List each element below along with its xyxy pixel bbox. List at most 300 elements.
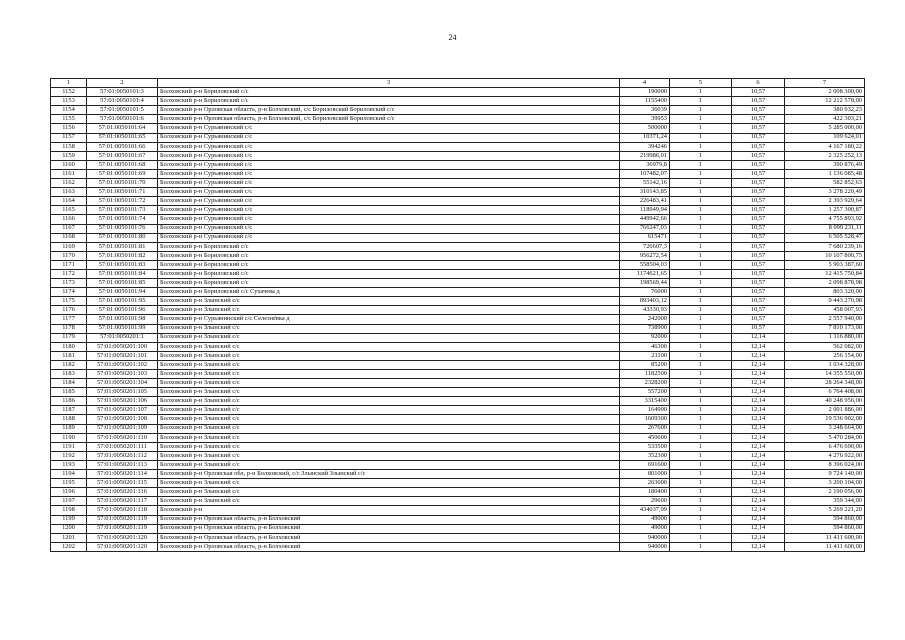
cadastral-number-cell: 57:01:0050101:69 xyxy=(87,169,158,178)
count-cell: 1 xyxy=(670,470,732,479)
table-row xyxy=(51,124,865,133)
count-cell: 1 xyxy=(670,160,732,169)
cadastral-value-cell: 12 212 578,00 xyxy=(785,97,865,106)
table-row xyxy=(51,470,865,479)
area-cell: 691600 xyxy=(620,460,670,469)
cadastral-number-cell: 57:01:0050201:1 xyxy=(87,333,158,342)
table-row xyxy=(51,260,865,269)
cadastral-value-cell: 9 724 140,00 xyxy=(785,470,865,479)
cadastral-number-cell: 57:01:0050101:82 xyxy=(87,251,158,260)
cadastral-value-cell: 5 470 284,00 xyxy=(785,433,865,442)
cadastral-number-cell: 57:01:0050101:80 xyxy=(87,233,158,242)
cadastral-number-cell: 57:01:0050201:101 xyxy=(87,351,158,360)
count-cell: 1 xyxy=(670,242,732,251)
count-cell: 1 xyxy=(670,179,732,188)
count-cell: 1 xyxy=(670,333,732,342)
location-cell: Болховский р-н Злынский с/с xyxy=(158,415,620,424)
cadastral-value-cell: 10 107 800,75 xyxy=(785,251,865,260)
cadastral-number-cell: 57:01:0050201:106 xyxy=(87,397,158,406)
table-row xyxy=(51,142,865,151)
cadastral-number-cell: 57:01:0050101:3 xyxy=(87,88,158,97)
table-row xyxy=(51,297,865,306)
area-cell: 85200 xyxy=(620,360,670,369)
location-cell: Болховский р-н Орловская обл, р-н Болховский, с/с Злынский Злынский с/с xyxy=(158,470,620,479)
table-row xyxy=(51,524,865,533)
table-row xyxy=(51,397,865,406)
area-cell: 49000 xyxy=(620,515,670,524)
cadastral-value-cell: 5 269 221,20 xyxy=(785,506,865,515)
cadastral-value-cell: 6 476 690,00 xyxy=(785,442,865,451)
location-cell: Болховский р-н Злынский с/с xyxy=(158,379,620,388)
cadastral-number-cell: 57:01:0050201:113 xyxy=(87,460,158,469)
count-cell: 1 xyxy=(670,97,732,106)
location-cell: Болховский р-н Злынский с/с xyxy=(158,442,620,451)
column-header: 7 xyxy=(785,79,865,88)
area-cell: 394246 xyxy=(620,142,670,151)
row-number-cell: 1187 xyxy=(51,406,87,415)
row-number-cell: 1180 xyxy=(51,342,87,351)
count-cell: 1 xyxy=(670,206,732,215)
area-cell: 10371,24 xyxy=(620,133,670,142)
count-cell: 1 xyxy=(670,360,732,369)
rate-cell: 10,57 xyxy=(732,179,785,188)
rate-cell: 12,14 xyxy=(732,351,785,360)
rate-cell: 12,14 xyxy=(732,488,785,497)
row-number-cell: 1158 xyxy=(51,142,87,151)
cadastral-value-cell: 3 248 664,00 xyxy=(785,424,865,433)
rate-cell: 10,57 xyxy=(732,97,785,106)
cadastral-number-cell: 57:01:0050201:111 xyxy=(87,442,158,451)
rate-cell: 10,57 xyxy=(732,88,785,97)
table-row xyxy=(51,233,865,242)
cadastral-number-cell: 57:01:0050201:112 xyxy=(87,451,158,460)
table-row xyxy=(51,379,865,388)
row-number-cell: 1174 xyxy=(51,288,87,297)
row-number-cell: 1188 xyxy=(51,415,87,424)
count-cell: 1 xyxy=(670,106,732,115)
area-cell: 766247,03 xyxy=(620,224,670,233)
rate-cell: 10,57 xyxy=(732,297,785,306)
table-row xyxy=(51,97,865,106)
table-row xyxy=(51,515,865,524)
cadastral-number-cell: 57:01:0050201:120 xyxy=(87,533,158,542)
cadastral-number-cell: 57:01:0050101:68 xyxy=(87,160,158,169)
cadastral-value-cell: 28 264 348,00 xyxy=(785,379,865,388)
rate-cell: 12,14 xyxy=(732,415,785,424)
cadastral-number-cell: 57:01:0050101:4 xyxy=(87,97,158,106)
table-row xyxy=(51,451,865,460)
row-number-cell: 1153 xyxy=(51,97,87,106)
cadastral-number-cell: 57:01:0050201:118 xyxy=(87,506,158,515)
row-number-cell: 1190 xyxy=(51,433,87,442)
count-cell: 1 xyxy=(670,515,732,524)
row-number-cell: 1184 xyxy=(51,379,87,388)
row-number-cell: 1159 xyxy=(51,151,87,160)
count-cell: 1 xyxy=(670,442,732,451)
area-cell: 450600 xyxy=(620,433,670,442)
count-cell: 1 xyxy=(670,415,732,424)
table-row xyxy=(51,342,865,351)
cadastral-value-cell: 359 344,00 xyxy=(785,497,865,506)
location-cell: Болховский р-н Орловская область, р-н Болховский, с/с Бориловский Бориловский с/с xyxy=(158,106,620,115)
area-cell: 36979,8 xyxy=(620,160,670,169)
cadastral-number-cell: 57:01:0050201:100 xyxy=(87,342,158,351)
area-cell: 3315400 xyxy=(620,397,670,406)
table-row xyxy=(51,360,865,369)
location-cell: Болховский р-н Орловская область, р-н Болховский, с/с Бориловский Бориловский с/с xyxy=(158,115,620,124)
count-cell: 1 xyxy=(670,251,732,260)
table-row xyxy=(51,197,865,206)
cadastral-number-cell: 57:01:0050101:83 xyxy=(87,260,158,269)
area-cell: 36039 xyxy=(620,106,670,115)
location-cell: Болховский р-н Орловская область, р-н Болховский xyxy=(158,533,620,542)
cadastral-value-cell: 11 411 600,00 xyxy=(785,533,865,542)
row-number-cell: 1160 xyxy=(51,160,87,169)
cadastral-value-cell: 1 034 328,00 xyxy=(785,360,865,369)
row-number-cell: 1191 xyxy=(51,442,87,451)
column-header: 3 xyxy=(158,79,620,88)
cadastral-number-cell: 57:01:0050101:99 xyxy=(87,324,158,333)
row-number-cell: 1197 xyxy=(51,497,87,506)
count-cell: 1 xyxy=(670,169,732,178)
area-cell: 29600 xyxy=(620,497,670,506)
cadastral-value-cell: 19 536 902,00 xyxy=(785,415,865,424)
table-row xyxy=(51,542,865,551)
row-number-cell: 1170 xyxy=(51,251,87,260)
rate-cell: 12,14 xyxy=(732,533,785,542)
row-number-cell: 1167 xyxy=(51,224,87,233)
area-cell: 1182500 xyxy=(620,370,670,379)
row-number-cell: 1192 xyxy=(51,451,87,460)
area-cell: 107482,07 xyxy=(620,169,670,178)
table-row xyxy=(51,206,865,215)
location-cell: Болховский р-н Бориловский с/с xyxy=(158,242,620,251)
cadastral-number-cell: 57:01:0050101:85 xyxy=(87,279,158,288)
cadastral-number-cell: 57:01:0050201:109 xyxy=(87,424,158,433)
count-cell: 1 xyxy=(670,397,732,406)
row-number-cell: 1171 xyxy=(51,260,87,269)
cadastral-number-cell: 57:01:0050101:71 xyxy=(87,188,158,197)
row-number-cell: 1162 xyxy=(51,179,87,188)
row-number-cell: 1193 xyxy=(51,460,87,469)
table-row xyxy=(51,370,865,379)
count-cell: 1 xyxy=(670,224,732,233)
row-number-cell: 1157 xyxy=(51,133,87,142)
location-cell: Болховский р-н Сурьянинский с/с xyxy=(158,188,620,197)
area-cell: 43330,93 xyxy=(620,306,670,315)
rate-cell: 12,14 xyxy=(732,406,785,415)
table-row xyxy=(51,169,865,178)
row-number-cell: 1201 xyxy=(51,533,87,542)
row-number-cell: 1155 xyxy=(51,115,87,124)
count-cell: 1 xyxy=(670,351,732,360)
location-cell: Болховский р-н Злынский с/с xyxy=(158,333,620,342)
table-row xyxy=(51,88,865,97)
cadastral-number-cell: 57:01:0050101:76 xyxy=(87,224,158,233)
column-header: 6 xyxy=(732,79,785,88)
cadastral-number-cell: 57:01:0050201:114 xyxy=(87,470,158,479)
count-cell: 1 xyxy=(670,115,732,124)
rate-cell: 12,14 xyxy=(732,442,785,451)
area-cell: 726607,3 xyxy=(620,242,670,251)
location-cell: Болховский р-н Сурьянинский с/с xyxy=(158,206,620,215)
location-cell: Болховский р-н Бориловский с/с xyxy=(158,251,620,260)
cadastral-number-cell: 57:01:0050201:108 xyxy=(87,415,158,424)
cadastral-number-cell: 57:01:0050101:64 xyxy=(87,124,158,133)
row-number-cell: 1165 xyxy=(51,206,87,215)
count-cell: 1 xyxy=(670,506,732,515)
rate-cell: 12,14 xyxy=(732,360,785,369)
rate-cell: 12,14 xyxy=(732,424,785,433)
column-header: 4 xyxy=(620,79,670,88)
rate-cell: 10,57 xyxy=(732,324,785,333)
column-header: 5 xyxy=(670,79,732,88)
location-cell: Болховский р-н Злынский с/с xyxy=(158,460,620,469)
row-number-cell: 1164 xyxy=(51,197,87,206)
table-row xyxy=(51,388,865,397)
rate-cell: 12,14 xyxy=(732,515,785,524)
row-number-cell: 1185 xyxy=(51,388,87,397)
cadastral-value-cell: 422 303,21 xyxy=(785,115,865,124)
rate-cell: 12,14 xyxy=(732,342,785,351)
count-cell: 1 xyxy=(670,388,732,397)
cadastral-number-cell: 57:01:0050201:115 xyxy=(87,479,158,488)
cadastral-value-cell: 5 903 387,60 xyxy=(785,260,865,269)
table-row xyxy=(51,179,865,188)
count-cell: 1 xyxy=(670,233,732,242)
location-cell: Болховский р-н Орловская область, р-н Болховский xyxy=(158,524,620,533)
location-cell: Болховский р-н xyxy=(158,506,620,515)
count-cell: 1 xyxy=(670,197,732,206)
cadastral-number-cell: 57:01:0050101:81 xyxy=(87,242,158,251)
area-cell: 219986,01 xyxy=(620,151,670,160)
count-cell: 1 xyxy=(670,279,732,288)
cadastral-value-cell: 40 248 956,00 xyxy=(785,397,865,406)
cadastral-value-cell: 594 860,00 xyxy=(785,524,865,533)
area-cell: 893403,12 xyxy=(620,297,670,306)
cadastral-value-cell: 1 136 085,48 xyxy=(785,169,865,178)
cadastral-value-cell: 2 001 886,00 xyxy=(785,406,865,415)
location-cell: Болховский р-н Злынский с/с xyxy=(158,397,620,406)
area-cell: 242000 xyxy=(620,315,670,324)
cadastral-number-cell: 57:01:0050101:66 xyxy=(87,142,158,151)
table-row xyxy=(51,306,865,315)
rate-cell: 12,14 xyxy=(732,497,785,506)
location-cell: Болховский р-н Сурьянинский с/с xyxy=(158,160,620,169)
area-cell: 267600 xyxy=(620,424,670,433)
location-cell: Болховский р-н Злынский с/с xyxy=(158,406,620,415)
area-cell: 76000 xyxy=(620,288,670,297)
row-number-cell: 1175 xyxy=(51,297,87,306)
column-header: 2 xyxy=(87,79,158,88)
table-row xyxy=(51,488,865,497)
row-number-cell: 1181 xyxy=(51,351,87,360)
cadastral-number-cell: 57:01:0050101:96 xyxy=(87,306,158,315)
table-header-row xyxy=(51,79,865,88)
area-cell: 92000 xyxy=(620,333,670,342)
area-cell: 352300 xyxy=(620,451,670,460)
table-row xyxy=(51,533,865,542)
location-cell: Болховский р-н Сурьянинский с/с xyxy=(158,124,620,133)
rate-cell: 10,57 xyxy=(732,124,785,133)
cadastral-value-cell: 562 082,00 xyxy=(785,342,865,351)
table-row xyxy=(51,315,865,324)
count-cell: 1 xyxy=(670,215,732,224)
location-cell: Болховский р-н Бориловский с/с xyxy=(158,97,620,106)
rate-cell: 10,57 xyxy=(732,242,785,251)
table-row xyxy=(51,406,865,415)
area-cell: 118949,94 xyxy=(620,206,670,215)
column-header: 1 xyxy=(51,79,87,88)
rate-cell: 12,14 xyxy=(732,388,785,397)
location-cell: Болховский р-н Сурьянинский с/с Селезнёвка д xyxy=(158,315,620,324)
cadastral-value-cell: 256 154,00 xyxy=(785,351,865,360)
cadastral-value-cell: 11 411 600,00 xyxy=(785,542,865,551)
cadastral-number-cell: 57:01:0050201:119 xyxy=(87,515,158,524)
cadastral-value-cell: 4 167 180,22 xyxy=(785,142,865,151)
cadastral-value-cell: 7 680 239,16 xyxy=(785,242,865,251)
rate-cell: 10,57 xyxy=(732,169,785,178)
table-row xyxy=(51,415,865,424)
area-cell: 198569,44 xyxy=(620,279,670,288)
location-cell: Болховский р-н Сурьянинский с/с xyxy=(158,151,620,160)
count-cell: 1 xyxy=(670,188,732,197)
location-cell: Болховский р-н Сурьянинский с/с xyxy=(158,142,620,151)
cadastral-value-cell: 2 557 940,00 xyxy=(785,315,865,324)
rate-cell: 10,57 xyxy=(732,288,785,297)
area-cell: 1609300 xyxy=(620,415,670,424)
rate-cell: 10,57 xyxy=(732,233,785,242)
cadastral-value-cell: 594 860,00 xyxy=(785,515,865,524)
rate-cell: 10,57 xyxy=(732,224,785,233)
cadastral-value-cell: 12 415 750,84 xyxy=(785,269,865,278)
cadastral-number-cell: 57:01:0050201:110 xyxy=(87,433,158,442)
rate-cell: 10,57 xyxy=(732,315,785,324)
area-cell: 49000 xyxy=(620,524,670,533)
rate-cell: 12,14 xyxy=(732,451,785,460)
table-row xyxy=(51,242,865,251)
row-number-cell: 1202 xyxy=(51,542,87,551)
cadastral-value-cell: 4 755 893,92 xyxy=(785,215,865,224)
cadastral-value-cell: 582 852,63 xyxy=(785,179,865,188)
location-cell: Болховский р-н Злынский с/с xyxy=(158,342,620,351)
table-row xyxy=(51,106,865,115)
cadastral-number-cell: 57:01:0050101:70 xyxy=(87,179,158,188)
page-number: 24 xyxy=(448,33,457,42)
count-cell: 1 xyxy=(670,533,732,542)
table-row xyxy=(51,133,865,142)
cadastral-number-cell: 57:01:0050101:74 xyxy=(87,215,158,224)
rate-cell: 10,57 xyxy=(732,251,785,260)
count-cell: 1 xyxy=(670,269,732,278)
count-cell: 1 xyxy=(670,497,732,506)
count-cell: 1 xyxy=(670,288,732,297)
table-row xyxy=(51,115,865,124)
cadastral-value-cell: 458 007,93 xyxy=(785,306,865,315)
area-cell: 533500 xyxy=(620,442,670,451)
location-cell: Болховский р-н Сурьянинский с/с xyxy=(158,169,620,178)
row-number-cell: 1195 xyxy=(51,479,87,488)
count-cell: 1 xyxy=(670,370,732,379)
count-cell: 1 xyxy=(670,379,732,388)
cadastral-value-cell: 3 278 220,49 xyxy=(785,188,865,197)
rate-cell: 12,14 xyxy=(732,433,785,442)
rate-cell: 12,14 xyxy=(732,479,785,488)
area-cell: 190000 xyxy=(620,88,670,97)
area-cell: 310143,85 xyxy=(620,188,670,197)
row-number-cell: 1178 xyxy=(51,324,87,333)
rate-cell: 10,57 xyxy=(732,197,785,206)
row-number-cell: 1173 xyxy=(51,279,87,288)
table-row xyxy=(51,160,865,169)
table-row xyxy=(51,151,865,160)
area-cell: 164900 xyxy=(620,406,670,415)
location-cell: Болховский р-н Злынский с/с xyxy=(158,297,620,306)
location-cell: Болховский р-н Злынский с/с xyxy=(158,351,620,360)
table-row xyxy=(51,224,865,233)
area-cell: 1174621,65 xyxy=(620,269,670,278)
cadastral-value-cell: 5 285 000,00 xyxy=(785,124,865,133)
rate-cell: 12,14 xyxy=(732,379,785,388)
count-cell: 1 xyxy=(670,488,732,497)
table-row xyxy=(51,442,865,451)
area-cell: 55142,16 xyxy=(620,179,670,188)
location-cell: Болховский р-н Сурьянинский с/с xyxy=(158,179,620,188)
location-cell: Болховский р-н Злынский с/с xyxy=(158,360,620,369)
area-cell: 940000 xyxy=(620,542,670,551)
table-row xyxy=(51,215,865,224)
rate-cell: 10,57 xyxy=(732,133,785,142)
count-cell: 1 xyxy=(670,315,732,324)
row-number-cell: 1152 xyxy=(51,88,87,97)
count-cell: 1 xyxy=(670,133,732,142)
cadastral-value-cell: 9 443 270,98 xyxy=(785,297,865,306)
area-cell: 615471 xyxy=(620,233,670,242)
table-row xyxy=(51,460,865,469)
table-row xyxy=(51,333,865,342)
area-cell: 940000 xyxy=(620,533,670,542)
cadastral-number-cell: 57:01:0050201:117 xyxy=(87,497,158,506)
rate-cell: 10,57 xyxy=(732,306,785,315)
cadastral-value-cell: 109 624,01 xyxy=(785,133,865,142)
count-cell: 1 xyxy=(670,424,732,433)
row-number-cell: 1189 xyxy=(51,424,87,433)
count-cell: 1 xyxy=(670,306,732,315)
cadastral-number-cell: 57:01:0050101:95 xyxy=(87,297,158,306)
count-cell: 1 xyxy=(670,124,732,133)
cadastral-value-cell: 8 396 024,00 xyxy=(785,460,865,469)
table-row xyxy=(51,479,865,488)
cadastral-value-cell: 2 008 300,00 xyxy=(785,88,865,97)
rate-cell: 10,57 xyxy=(732,142,785,151)
location-cell: Болховский р-н Злынский с/с xyxy=(158,306,620,315)
location-cell: Болховский р-н Бориловский с/с xyxy=(158,279,620,288)
table-row xyxy=(51,288,865,297)
table-row xyxy=(51,279,865,288)
location-cell: Болховский р-н Злынский с/с xyxy=(158,370,620,379)
cadastral-value-cell: 14 355 550,00 xyxy=(785,370,865,379)
row-number-cell: 1194 xyxy=(51,470,87,479)
row-number-cell: 1200 xyxy=(51,524,87,533)
cadastral-number-cell: 57:01:0050101:67 xyxy=(87,151,158,160)
rate-cell: 10,57 xyxy=(732,160,785,169)
location-cell: Болховский р-н Сурьянинский с/с xyxy=(158,233,620,242)
cadastral-value-cell: 390 876,49 xyxy=(785,160,865,169)
location-cell: Болховский р-н Злынский с/с xyxy=(158,488,620,497)
count-cell: 1 xyxy=(670,524,732,533)
cadastral-number-cell: 57:01:0050101:65 xyxy=(87,133,158,142)
area-cell: 180400 xyxy=(620,488,670,497)
